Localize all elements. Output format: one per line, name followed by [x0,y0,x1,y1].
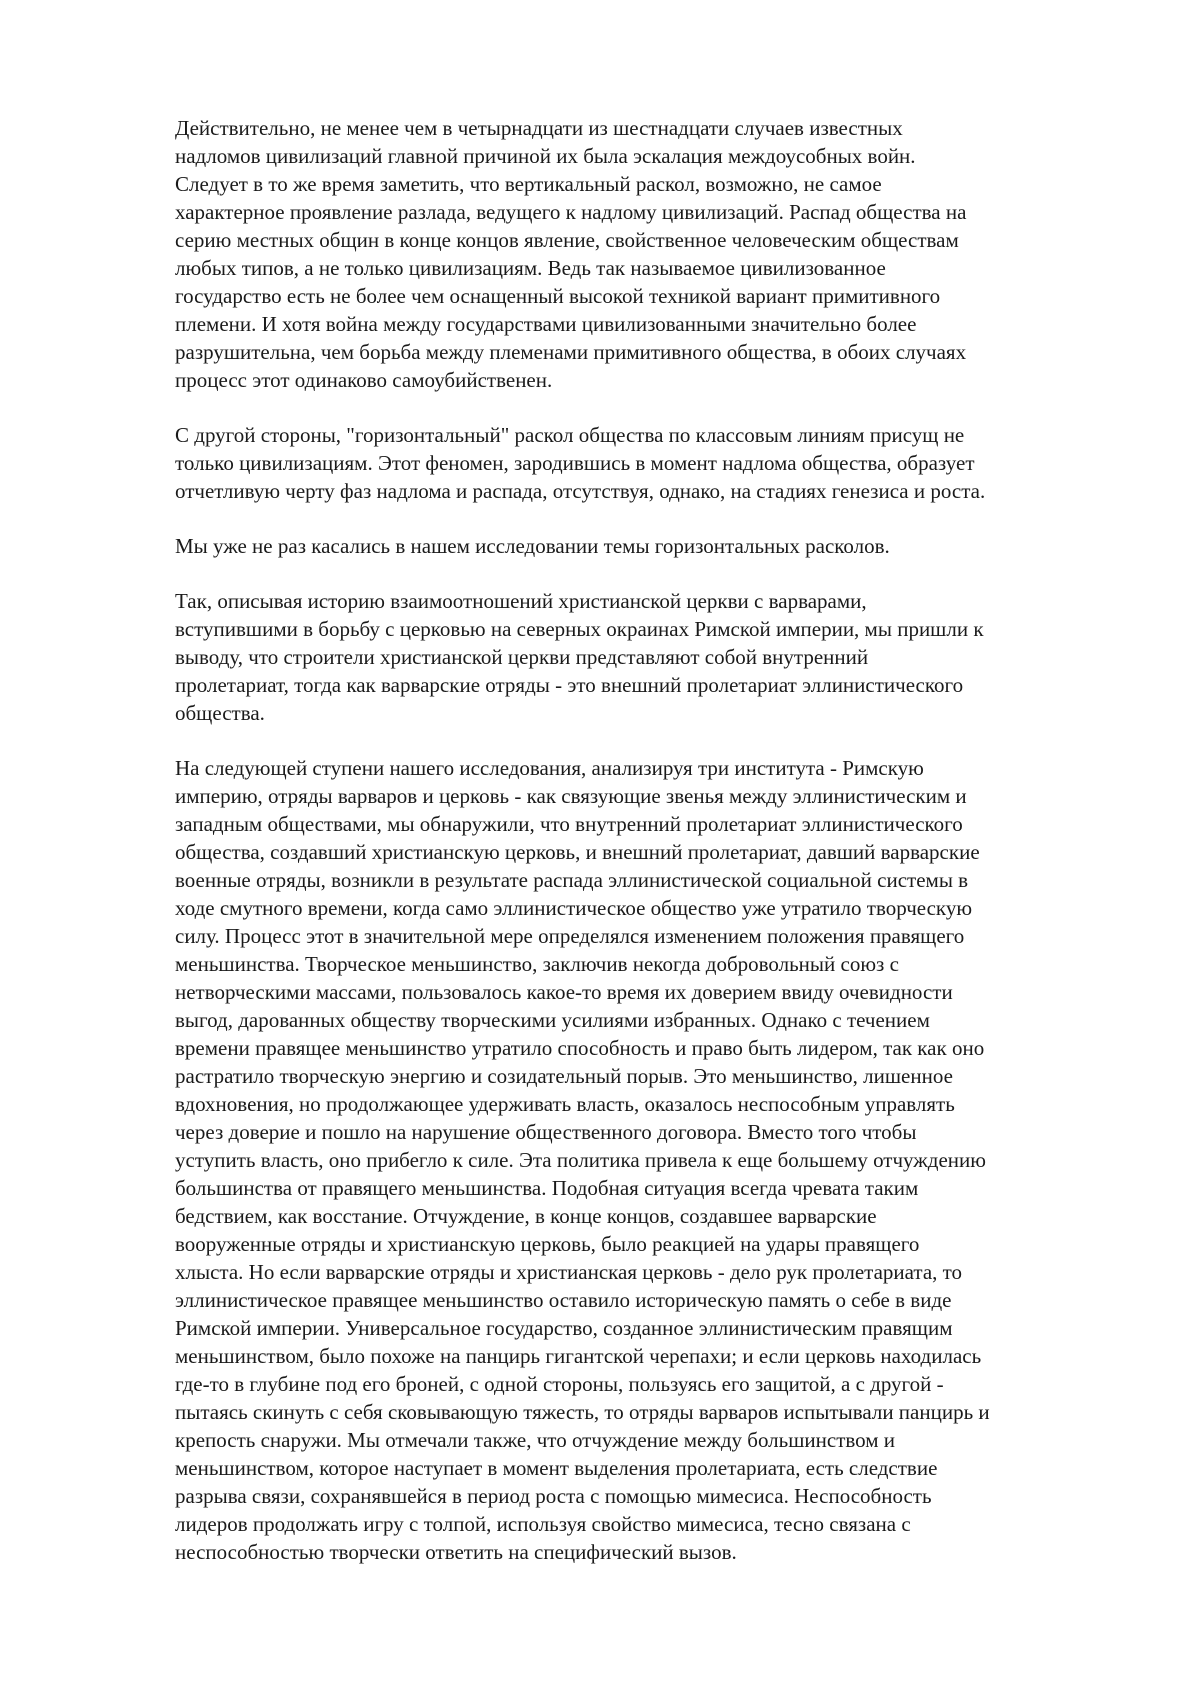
text-line: нетворческими массами, пользовалось какое-то время их доверием ввиду очевидности [175,978,1155,1006]
text-line: надломов цивилизаций главной причиной их была эскалация междоусобных войн. [175,142,1155,170]
text-line: силу. Процесс этот в значительной мере определялся изменением положения правящего [175,922,1155,950]
text-line: бедствием, как восстание. Отчуждение, в конце концов, создавшее варварские [175,1202,1155,1230]
text-line: растратило творческую энергию и созидательный порыв. Это меньшинство, лишенное [175,1062,1155,1090]
text-line: пытаясь скинуть с себя сковывающую тяжесть, то отряды варваров испытывали панцирь и [175,1398,1155,1426]
paragraph-1 [175,114,1155,394]
text-line: Действительно, не менее чем в четырнадцати из шестнадцати случаев известных [175,114,1155,142]
text-line: военные отряды, возникли в результате распада эллинистической социальной системы в [175,866,1155,894]
text-line: Так, описывая историю взаимоотношений христианской церкви с варварами, [175,587,1155,615]
paragraph-3 [175,532,1155,560]
text-line: вступившими в борьбу с церковью на северных окраинах Римской империи, мы пришли к [175,615,1155,643]
text-line: государство есть не более чем оснащенный высокой техникой вариант примитивного [175,282,1155,310]
paragraph-4 [175,587,1155,727]
text-line: отчетливую черту фаз надлома и распада, отсутствуя, однако, на стадиях генезиса и роста. [175,477,1155,505]
text-line: эллинистическое правящее меньшинство оставило историческую память о себе в виде [175,1286,1155,1314]
text-line: меньшинства. Творческое меньшинство, заключив некогда добровольный союз с [175,950,1155,978]
text-line: большинства от правящего меньшинства. Подобная ситуация всегда чревата таким [175,1174,1155,1202]
text-line: разрушительна, чем борьба между племенами примитивного общества, в обоих случаях [175,338,1155,366]
document-page [0,0,1200,1698]
text-line: неспособностью творчески ответить на специфический вызов. [175,1538,1155,1566]
text-line: хлыста. Но если варварские отряды и христианская церковь - дело рук пролетариата, то [175,1258,1155,1286]
text-line: империю, отряды варваров и церковь - как связующие звенья между эллинистическим и [175,782,1155,810]
text-line: Мы уже не раз касались в нашем исследовании темы горизонтальных расколов. [175,532,1155,560]
text-line: любых типов, а не только цивилизациям. Ведь так называемое цивилизованное [175,254,1155,282]
text-line: серию местных общин в конце концов явление, свойственное человеческим обществам [175,226,1155,254]
text-line: крепость снаружи. Мы отмечали также, что отчуждение между большинством и [175,1426,1155,1454]
text-line: общества. [175,699,1155,727]
paragraph-2 [175,421,1155,505]
text-line: где-то в глубине под его броней, с одной стороны, пользуясь его защитой, а с другой - [175,1370,1155,1398]
text-line: уступить власть, оно прибегло к силе. Эта политика привела к еще большему отчуждению [175,1146,1155,1174]
text-line: пролетариат, тогда как варварские отряды - это внешний пролетариат эллинистического [175,671,1155,699]
text-line: выводу, что строители христианской церкви представляют собой внутренний [175,643,1155,671]
text-line: западным обществами, мы обнаружили, что внутренний пролетариат эллинистического [175,810,1155,838]
text-line: через доверие и пошло на нарушение общественного договора. Вместо того чтобы [175,1118,1155,1146]
text-line: только цивилизациям. Этот феномен, зародившись в момент надлома общества, образует [175,449,1155,477]
text-line: вооруженные отряды и христианскую церковь, было реакцией на удары правящего [175,1230,1155,1258]
text-line: общества, создавший христианскую церковь, и внешний пролетариат, давший варварские [175,838,1155,866]
text-line: С другой стороны, "горизонтальный" раскол общества по классовым линиям присущ не [175,421,1155,449]
text-line: выгод, дарованных обществу творческими усилиями избранных. Однако с течением [175,1006,1155,1034]
text-line: меньшинством, которое наступает в момент выделения пролетариата, есть следствие [175,1454,1155,1482]
document-body [175,114,1155,1593]
text-line: Римской империи. Универсальное государство, созданное эллинистическим правящим [175,1314,1155,1342]
text-line: характерное проявление разлада, ведущего к надлому цивилизаций. Распад общества на [175,198,1155,226]
text-line: меньшинством, было похоже на панцирь гигантской черепахи; и если церковь находилась [175,1342,1155,1370]
text-line: племени. И хотя война между государствами цивилизованными значительно более [175,310,1155,338]
text-line: времени правящее меньшинство утратило способность и право быть лидером, так как оно [175,1034,1155,1062]
text-line: На следующей ступени нашего исследования, анализируя три института - Римскую [175,754,1155,782]
text-line: разрыва связи, сохранявшейся в период роста с помощью мимесиса. Неспособность [175,1482,1155,1510]
text-line: вдохновения, но продолжающее удерживать власть, оказалось неспособным управлять [175,1090,1155,1118]
paragraph-5 [175,754,1155,1566]
text-line: процесс этот одинаково самоубийственен. [175,366,1155,394]
text-line: лидеров продолжать игру с толпой, используя свойство мимесиса, тесно связана с [175,1510,1155,1538]
text-line: Следует в то же время заметить, что вертикальный раскол, возможно, не самое [175,170,1155,198]
text-line: ходе смутного времени, когда само эллинистическое общество уже утратило творческую [175,894,1155,922]
